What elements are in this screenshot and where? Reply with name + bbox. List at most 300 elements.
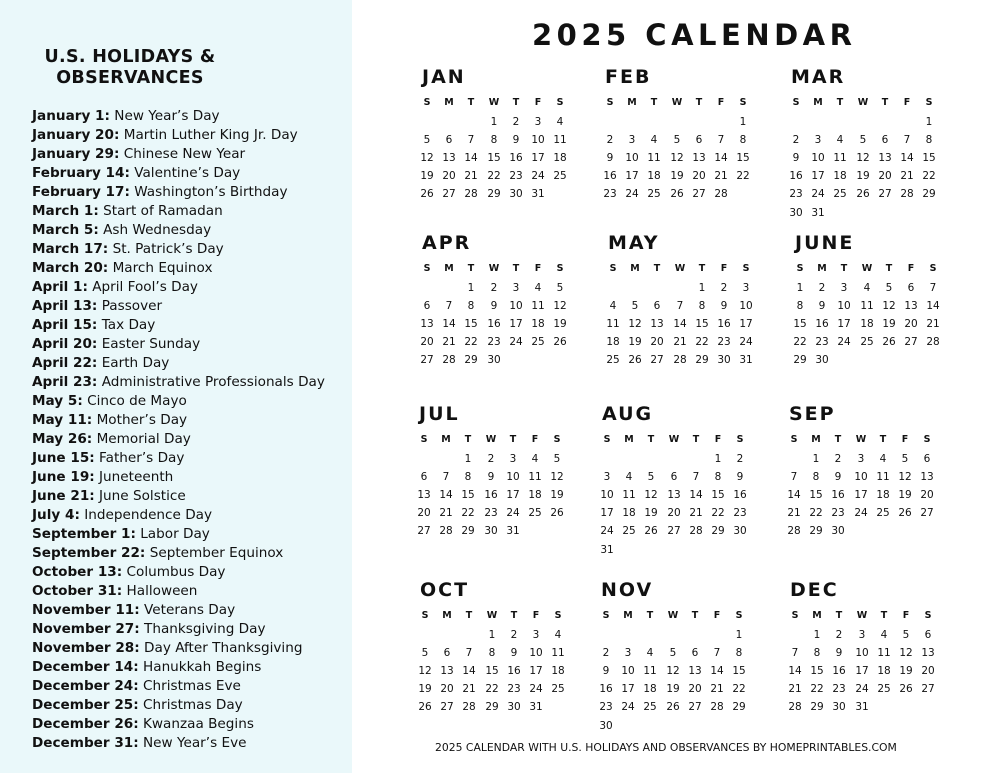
- day-number: 16: [789, 170, 803, 183]
- day-number: 6: [924, 629, 932, 641]
- holiday-name: New Year’s Day: [114, 108, 220, 124]
- weekday-label: M: [441, 434, 451, 445]
- day-number: 9: [720, 300, 728, 313]
- holiday-item: [32, 354, 325, 373]
- weekday-label: S: [929, 263, 937, 274]
- weekday-label: S: [420, 434, 428, 445]
- weekday-label: S: [790, 434, 798, 445]
- day-number: 21: [673, 336, 687, 349]
- day-number: 16: [831, 489, 845, 502]
- day-number: 4: [609, 300, 617, 313]
- day-number: 5: [901, 453, 909, 465]
- day-number: 29: [487, 188, 501, 201]
- day-number: 19: [628, 336, 642, 349]
- day-number: 25: [606, 354, 620, 367]
- weekday-label: M: [817, 263, 827, 274]
- holiday-name: Hanukkah Begins: [143, 659, 262, 675]
- holiday-name: Washington’s Birthday: [134, 184, 288, 200]
- day-number: 14: [714, 152, 728, 165]
- holiday-item: [32, 715, 325, 734]
- holiday-name: Cinco de Mayo: [87, 393, 187, 409]
- weekday-label: T: [464, 434, 472, 445]
- day-number: 4: [646, 647, 654, 660]
- day-number: 7: [465, 647, 473, 660]
- day-number: 5: [556, 282, 564, 294]
- holiday-item: [32, 278, 325, 297]
- day-number: 3: [742, 282, 750, 294]
- weekday-label: T: [698, 263, 706, 274]
- day-number: 20: [667, 507, 681, 520]
- holiday-date: June 19:: [32, 469, 95, 485]
- day-number: 20: [904, 318, 918, 331]
- day-number: 3: [857, 453, 865, 465]
- day-number: 1: [714, 453, 722, 465]
- day-number: 20: [692, 170, 706, 183]
- day-number: 11: [877, 647, 891, 660]
- holiday-date: June 21:: [32, 488, 95, 504]
- day-number: 3: [532, 629, 540, 641]
- day-number: 22: [732, 683, 746, 696]
- day-number: 12: [628, 318, 642, 331]
- day-number: 29: [922, 188, 936, 201]
- day-number: 29: [464, 354, 478, 367]
- day-number: 24: [811, 188, 825, 201]
- day-number: 2: [490, 282, 498, 294]
- day-number: 8: [796, 300, 804, 313]
- day-number: 19: [550, 489, 564, 502]
- day-number: 4: [880, 629, 888, 641]
- day-number: 20: [417, 507, 431, 520]
- day-number: 30: [484, 525, 498, 538]
- day-number: 13: [442, 152, 456, 165]
- day-number: 24: [854, 507, 868, 520]
- day-number: 1: [464, 453, 472, 465]
- day-number: 29: [485, 701, 499, 714]
- holiday-date: May 11:: [32, 412, 93, 428]
- weekday-label: F: [532, 610, 540, 621]
- day-number: 30: [507, 701, 521, 714]
- day-number: 26: [856, 188, 870, 201]
- day-number: 20: [688, 683, 702, 696]
- day-number: 14: [788, 665, 802, 678]
- holiday-date: February 14:: [32, 165, 130, 181]
- day-number: 7: [791, 647, 799, 660]
- day-number: 10: [855, 647, 869, 660]
- day-number: 1: [467, 282, 475, 294]
- day-number: 23: [487, 336, 501, 349]
- day-number: 30: [815, 354, 829, 367]
- day-number: 18: [606, 336, 620, 349]
- day-number: 20: [440, 683, 454, 696]
- day-number: 27: [692, 188, 706, 201]
- month-name: MAY: [608, 232, 660, 254]
- weekday-label: T: [510, 610, 518, 621]
- day-number: 24: [739, 336, 753, 349]
- day-number: 9: [835, 647, 843, 660]
- day-number: 17: [739, 318, 753, 331]
- day-number: 21: [439, 507, 453, 520]
- holiday-date: January 1:: [32, 108, 110, 124]
- weekday-label: S: [796, 263, 804, 274]
- weekday-label: T: [512, 97, 520, 108]
- day-number: 1: [490, 116, 498, 128]
- day-number: 14: [926, 300, 940, 313]
- holiday-name: Day After Thanksgiving: [144, 640, 303, 656]
- weekday-label: T: [885, 263, 893, 274]
- day-number: 5: [673, 134, 681, 147]
- weekday-label: W: [856, 610, 868, 621]
- holiday-date: April 1:: [32, 279, 88, 295]
- day-number: 12: [418, 665, 432, 678]
- holiday-date: December 25:: [32, 697, 139, 713]
- day-number: 24: [531, 170, 545, 183]
- day-number: 28: [689, 525, 703, 538]
- holiday-date: April 23:: [32, 374, 98, 390]
- holiday-name: Start of Ramadan: [103, 203, 223, 219]
- day-number: 5: [902, 629, 910, 641]
- day-number: 30: [717, 354, 731, 367]
- holiday-date: October 13:: [32, 564, 123, 580]
- day-number: 30: [733, 525, 747, 538]
- day-number: 27: [904, 336, 918, 349]
- day-number: 10: [811, 152, 825, 165]
- day-number: 30: [789, 206, 803, 219]
- day-number: 4: [556, 116, 564, 128]
- day-number: 20: [420, 336, 434, 349]
- holiday-name: March Equinox: [112, 260, 213, 276]
- holiday-name: St. Patrick’s Day: [112, 241, 224, 257]
- day-number: 16: [603, 170, 617, 183]
- day-number: 9: [510, 647, 518, 660]
- day-number: 9: [487, 471, 495, 484]
- day-number: 11: [876, 471, 890, 484]
- day-number: 23: [603, 188, 617, 201]
- day-number: 7: [442, 471, 450, 484]
- day-number: 2: [512, 116, 520, 128]
- day-number: 30: [831, 525, 845, 538]
- holiday-date: November 28:: [32, 640, 140, 656]
- day-number: 1: [739, 116, 747, 128]
- day-number: 11: [647, 152, 661, 165]
- day-number: 12: [670, 152, 684, 165]
- holiday-date: December 14:: [32, 659, 139, 675]
- day-number: 25: [643, 701, 657, 714]
- day-number: 18: [860, 318, 874, 331]
- weekday-label: T: [650, 97, 658, 108]
- holiday-date: December 24:: [32, 678, 139, 694]
- weekday-label: S: [602, 610, 610, 621]
- day-number: 19: [882, 318, 896, 331]
- weekday-label: S: [603, 434, 611, 445]
- day-number: 4: [554, 629, 562, 641]
- weekday-label: T: [695, 97, 703, 108]
- day-number: 3: [512, 282, 520, 294]
- day-number: 30: [832, 701, 846, 714]
- day-number: 4: [863, 282, 871, 294]
- holiday-item: [32, 696, 325, 715]
- day-number: 25: [833, 188, 847, 201]
- day-number: 6: [670, 471, 678, 484]
- day-number: 23: [733, 507, 747, 520]
- holiday-name: Martin Luther King Jr. Day: [123, 127, 298, 143]
- weekday-label: S: [423, 97, 431, 108]
- day-number: 15: [809, 489, 823, 502]
- day-number: 2: [736, 453, 744, 465]
- day-number: 10: [854, 471, 868, 484]
- day-number: 12: [856, 152, 870, 165]
- day-number: 26: [553, 336, 567, 349]
- day-number: 14: [710, 665, 724, 678]
- day-number: 18: [622, 507, 636, 520]
- day-number: 18: [643, 683, 657, 696]
- day-number: 6: [653, 300, 661, 313]
- day-number: 24: [621, 701, 635, 714]
- day-number: 20: [921, 665, 935, 678]
- day-number: 9: [736, 471, 744, 484]
- day-number: 22: [711, 507, 725, 520]
- day-number: 21: [787, 507, 801, 520]
- weekday-label: S: [554, 610, 562, 621]
- weekday-label: S: [423, 263, 431, 274]
- day-number: 21: [462, 683, 476, 696]
- day-number: 7: [929, 282, 937, 294]
- day-number: 12: [898, 471, 912, 484]
- weekday-label: M: [442, 610, 452, 621]
- day-number: 25: [531, 336, 545, 349]
- month-name: APR: [422, 232, 472, 254]
- holiday-sidebar: [0, 0, 352, 773]
- day-number: 13: [688, 665, 702, 678]
- day-number: 15: [810, 665, 824, 678]
- day-number: 1: [796, 282, 804, 294]
- day-number: 12: [882, 300, 896, 313]
- day-number: 2: [818, 282, 826, 294]
- day-number: 2: [602, 647, 610, 660]
- holiday-item: [32, 202, 325, 221]
- weekday-label: T: [879, 434, 887, 445]
- day-number: 6: [423, 300, 431, 313]
- weekday-label: W: [488, 97, 500, 108]
- day-number: 19: [856, 170, 870, 183]
- weekday-label: M: [812, 610, 822, 621]
- day-number: 14: [689, 489, 703, 502]
- holiday-date: January 29:: [32, 146, 120, 162]
- day-number: 4: [836, 134, 844, 147]
- day-number: 20: [878, 170, 892, 183]
- day-number: 8: [714, 471, 722, 484]
- day-number: 26: [418, 701, 432, 714]
- weekday-label: F: [534, 97, 542, 108]
- day-number: 24: [509, 336, 523, 349]
- day-number: 9: [606, 152, 614, 165]
- day-number: 2: [510, 629, 518, 641]
- day-number: 12: [899, 647, 913, 660]
- weekday-label: S: [736, 434, 744, 445]
- day-number: 28: [788, 701, 802, 714]
- day-number: 10: [506, 471, 520, 484]
- weekday-label: F: [907, 263, 915, 274]
- day-number: 2: [834, 453, 842, 465]
- day-number: 7: [790, 471, 798, 484]
- weekday-label: T: [647, 434, 655, 445]
- holiday-date: July 4:: [32, 507, 80, 523]
- day-number: 16: [484, 489, 498, 502]
- day-number: 24: [855, 683, 869, 696]
- day-number: 10: [529, 647, 543, 660]
- day-number: 21: [926, 318, 940, 331]
- weekday-label: F: [531, 434, 539, 445]
- day-number: 22: [793, 336, 807, 349]
- day-number: 23: [484, 507, 498, 520]
- holiday-item: [32, 107, 325, 126]
- day-number: 28: [710, 701, 724, 714]
- holiday-item: [32, 221, 325, 240]
- day-number: 2: [720, 282, 728, 294]
- weekday-label: W: [671, 97, 683, 108]
- day-number: 29: [810, 701, 824, 714]
- day-number: 3: [814, 134, 822, 147]
- weekday-label: T: [465, 610, 473, 621]
- day-number: 16: [717, 318, 731, 331]
- weekday-label: S: [606, 97, 614, 108]
- day-number: 7: [717, 134, 725, 147]
- day-number: 11: [606, 318, 620, 331]
- holiday-date: May 26:: [32, 431, 93, 447]
- day-number: 2: [792, 134, 800, 147]
- weekday-label: M: [811, 434, 821, 445]
- holiday-item: [32, 373, 325, 392]
- day-number: 12: [420, 152, 434, 165]
- day-number: 15: [793, 318, 807, 331]
- day-number: 17: [600, 507, 614, 520]
- weekday-label: M: [444, 97, 454, 108]
- day-number: 29: [695, 354, 709, 367]
- day-number: 29: [711, 525, 725, 538]
- day-number: 13: [692, 152, 706, 165]
- holiday-name: Christmas Eve: [143, 678, 241, 694]
- holiday-name: September Equinox: [149, 545, 284, 561]
- day-number: 2: [487, 453, 495, 465]
- day-number: 27: [650, 354, 664, 367]
- day-number: 11: [643, 665, 657, 678]
- day-number: 22: [922, 170, 936, 183]
- day-number: 27: [667, 525, 681, 538]
- day-number: 22: [810, 683, 824, 696]
- holiday-item: [32, 240, 325, 259]
- holiday-item: [32, 411, 325, 430]
- holiday-name: Memorial Day: [96, 431, 191, 447]
- holiday-date: March 5:: [32, 222, 99, 238]
- weekday-label: F: [902, 610, 910, 621]
- weekday-label: F: [901, 434, 909, 445]
- day-number: 27: [417, 525, 431, 538]
- weekday-label: T: [835, 610, 843, 621]
- weekday-label: T: [692, 434, 700, 445]
- holiday-date: April 22:: [32, 355, 98, 371]
- weekday-label: M: [624, 434, 634, 445]
- day-number: 31: [531, 188, 545, 201]
- day-number: 1: [735, 629, 743, 641]
- day-number: 17: [509, 318, 523, 331]
- day-number: 7: [692, 471, 700, 484]
- day-number: 1: [698, 282, 706, 294]
- day-number: 3: [840, 282, 848, 294]
- day-number: 5: [553, 453, 561, 465]
- day-number: 9: [512, 134, 520, 147]
- month-name: AUG: [602, 403, 654, 425]
- day-number: 9: [792, 152, 800, 165]
- day-number: 13: [904, 300, 918, 313]
- day-number: 31: [506, 525, 520, 538]
- day-number: 31: [855, 701, 869, 714]
- day-number: 17: [621, 683, 635, 696]
- holiday-name: Valentine’s Day: [134, 165, 241, 181]
- day-number: 24: [506, 507, 520, 520]
- day-number: 12: [550, 471, 564, 484]
- day-number: 11: [551, 647, 565, 660]
- holiday-date: November 11:: [32, 602, 140, 618]
- weekday-label: T: [691, 610, 699, 621]
- day-number: 19: [553, 318, 567, 331]
- day-number: 15: [736, 152, 750, 165]
- weekday-label: S: [556, 263, 564, 274]
- day-number: 7: [445, 300, 453, 313]
- day-number: 15: [732, 665, 746, 678]
- day-number: 21: [714, 170, 728, 183]
- holiday-date: April 20:: [32, 336, 98, 352]
- day-number: 4: [534, 282, 542, 294]
- day-number: 21: [689, 507, 703, 520]
- holiday-item: [32, 620, 325, 639]
- day-number: 10: [621, 665, 635, 678]
- holiday-item: [32, 297, 325, 316]
- month-name: JUL: [419, 403, 460, 425]
- day-number: 5: [859, 134, 867, 147]
- day-number: 1: [488, 629, 496, 641]
- day-number: 18: [553, 152, 567, 165]
- day-number: 16: [509, 152, 523, 165]
- holiday-item: [32, 183, 325, 202]
- day-number: 25: [528, 507, 542, 520]
- day-number: 21: [788, 683, 802, 696]
- day-number: 2: [835, 629, 843, 641]
- month-name: FEB: [605, 66, 652, 88]
- day-number: 11: [860, 300, 874, 313]
- day-number: 1: [925, 116, 933, 128]
- day-number: 25: [553, 170, 567, 183]
- day-number: 23: [507, 683, 521, 696]
- day-number: 26: [666, 701, 680, 714]
- holiday-date: February 17:: [32, 184, 130, 200]
- day-number: 15: [461, 489, 475, 502]
- day-number: 26: [550, 507, 564, 520]
- day-number: 6: [420, 471, 428, 484]
- day-number: 22: [809, 507, 823, 520]
- day-number: 18: [551, 665, 565, 678]
- day-number: 8: [490, 134, 498, 147]
- holiday-item: [32, 259, 325, 278]
- weekday-label: W: [667, 610, 679, 621]
- day-number: 8: [739, 134, 747, 147]
- holiday-date: March 20:: [32, 260, 109, 276]
- holiday-item: [32, 487, 325, 506]
- day-number: 26: [628, 354, 642, 367]
- holiday-date: April 13:: [32, 298, 98, 314]
- holiday-name: Veterans Day: [144, 602, 236, 618]
- day-number: 21: [442, 336, 456, 349]
- day-number: 17: [811, 170, 825, 183]
- day-number: 13: [420, 318, 434, 331]
